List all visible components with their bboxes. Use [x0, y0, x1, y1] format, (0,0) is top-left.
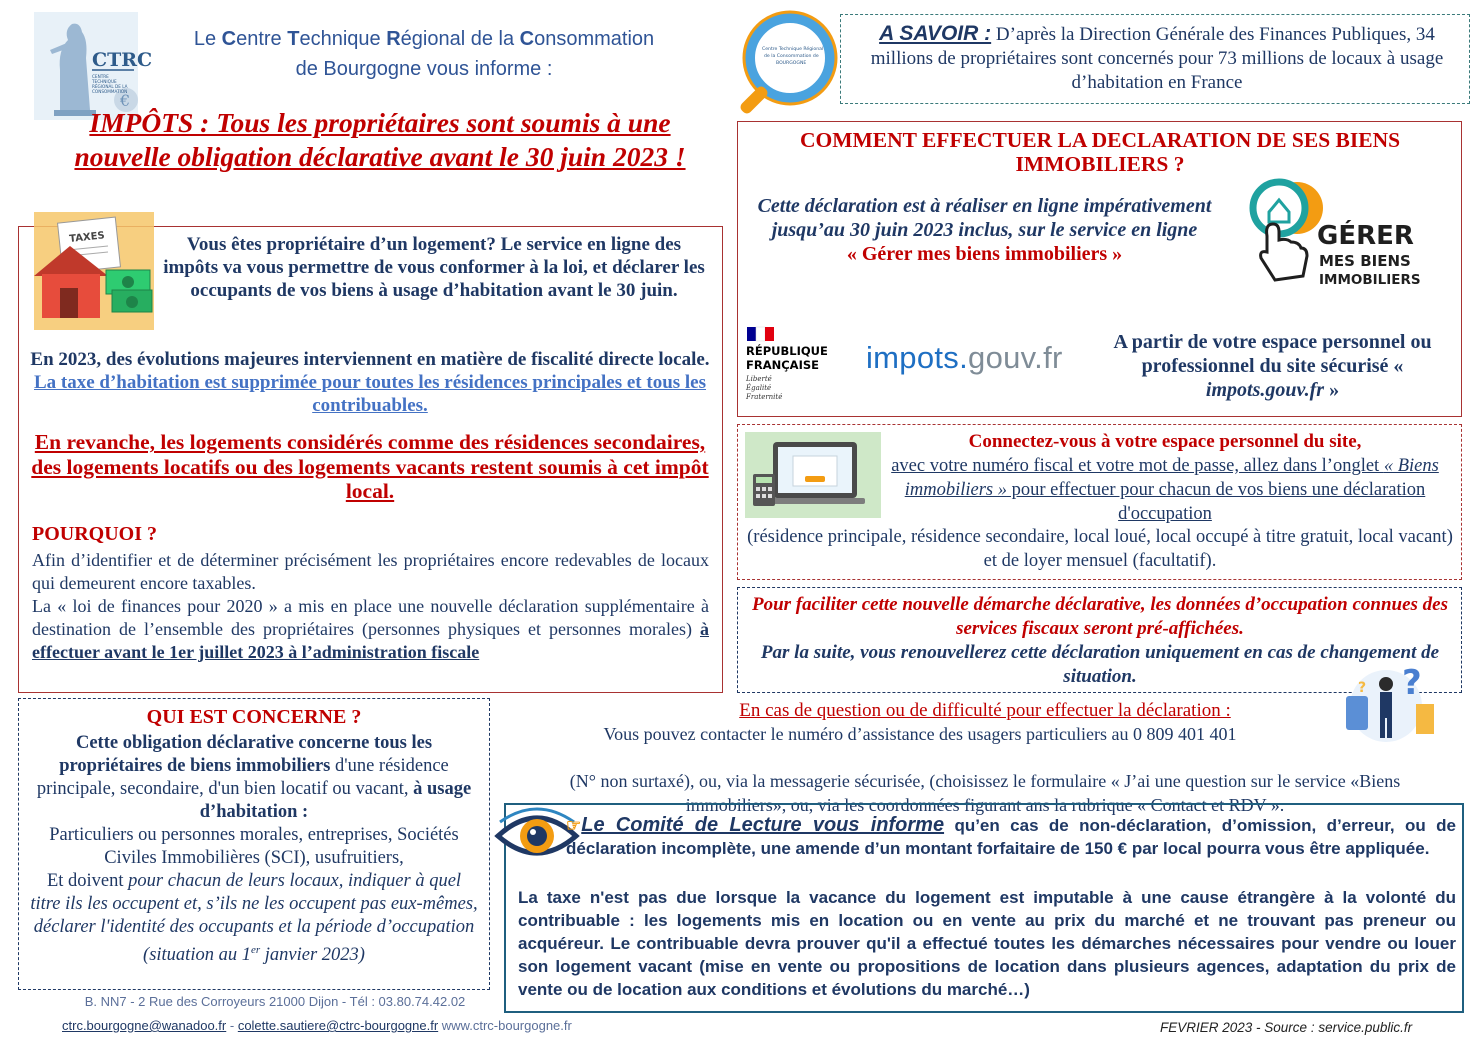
main-title: IMPÔTS : Tous les propriétaires sont soumis à une nouvelle obligation déclarative avant le 30 juin 2023 ! — [74, 107, 686, 172]
svg-text:?: ? — [1402, 663, 1422, 703]
connect-tail: (résidence principale, résidence secondaire, local loué, local occupé à titre gratuit, local vacant) et de loyer mensuel (facultatif). — [747, 527, 1453, 571]
svg-text:CTRC: CTRC — [92, 49, 153, 71]
question-heading: En cas de question ou de difficulté pour effectuer la déclaration : — [739, 700, 1231, 721]
espace-text: A partir de votre espace personnel ou professionnel du site sécurisé « impots.gouv.fr » — [1113, 331, 1432, 401]
deadline-emphasis: à effectuer avant le 1er juillet 2023 à l’administration fiscale — [32, 619, 709, 662]
concerned-text: Cette obligation déclarative concerne tous les propriétaires de biens immobiliers d'une résidence principale, secondaire, d'un bien locatif ou vacant, à usage d’habitation : Particuliers ou personnes morales, entreprises, Sociétés Civiles Immobilières (SCI), usufruitiers, Et doivent pour chacun de leurs locaux, indiquer à quel titre ils les occupent et, s’ils ne les occupent pas eux-mêmes, déclarer l'identité des occupants et la période d’occupation (situation au 1er janvier 2023) — [30, 733, 478, 966]
laptop-calculator-icon — [745, 432, 881, 518]
svg-text:?: ? — [1358, 680, 1367, 696]
footer-address: B. NN7 - 2 Rue des Corroyeurs 21000 Dijon - Tél : 03.80.74.42.02 — [84, 994, 466, 1009]
svg-text:FRANÇAISE: FRANÇAISE — [746, 358, 819, 372]
email-link-ctrc[interactable]: ctrc.bourgogne@wanadoo.fr — [62, 1018, 227, 1033]
impots-site-name: impots.gouv.fr — [1205, 379, 1325, 401]
pourquoi-paragraph-1: Afin d’identifier et de déterminer précisément les propriétaires encore redevables de locaux qui demeurent encore taxables. — [32, 550, 709, 593]
svg-text:Liberté: Liberté — [746, 375, 772, 383]
header-intro — [150, 24, 698, 84]
pourquoi-paragraph-2: La « loi de finances pour 2020 » a mis en place une nouvelle déclaration supplémentaire à destination de l’ensemble des propriétaires (personnes physiques et personnes morales) à effectuer avant le 1er juillet 2023 à l’administration fiscale — [32, 596, 709, 662]
comment-text: Cette déclaration est à réaliser en ligne impérativement jusqu’au 30 juin 2023 inclus, sur le service en ligne « Gérer mes biens immobiliers » — [757, 195, 1212, 265]
svg-text:RÉGIONAL DE LA: RÉGIONAL DE LA — [92, 84, 128, 89]
svg-text:GÉRER: GÉRER — [1317, 221, 1414, 251]
concerned-heading: QUI EST CONCERNE ? — [146, 706, 362, 728]
svg-text:CONSOMMATION: CONSOMMATION — [92, 89, 128, 94]
comite-vacance-text: La taxe n'est pas due lorsque la vacance du logement est imputable à une cause étrangère à la volonté du contribuable : les logements mis en location ou en vente au prix du marché et ne trouvant pas preneur ou acquéreur. Le contribuable devra prouver qu'il a effectué toutes les démarches nécessaires pour vendre ou louer son logement vacant (mise en vente ou propositions de location dans plusieurs agences, adaptation du prix de vente ou de location aux conditions et évolutions du marché…) — [518, 888, 1456, 999]
question-text-1: Vous pouvez contacter le numéro d’assistance des usagers particuliers au 0 809 401 401 — [603, 724, 1237, 744]
taxe-habitation-link[interactable]: La taxe d’habitation est supprimée pour toutes les résidences principales et tous les contribuables. — [33, 372, 707, 416]
comment-heading: COMMENT EFFECTUER LA DECLARATION DE SES BIENS IMMOBILIERS ? — [799, 128, 1401, 176]
republique-francaise-logo — [745, 325, 845, 405]
svg-text:de la Consommation de: de la Consommation de — [764, 54, 819, 59]
reform-2023-lead: En 2023, des évolutions majeures interviennent en matière de fiscalité directe locale. — [30, 349, 710, 370]
header-intro-line1: Le Centre Technique Régional de la Consommation — [193, 28, 655, 50]
svg-text:CENTRE: CENTRE — [92, 74, 109, 79]
header-intro-line2: de Bourgogne vous informe : — [295, 58, 553, 80]
svg-text:Fraternité: Fraternité — [746, 393, 783, 401]
reform-2023-paragraph — [30, 348, 710, 417]
svg-text:MES BIENS: MES BIENS — [1319, 252, 1411, 270]
connect-text: Connectez-vous à votre espace personnel du site, avec votre numéro fiscal et votre mot de passe, allez dans l’onglet « Biens immobiliers » pour effectuer pour chacun de vos biens une déclaration d'occupation — [891, 431, 1439, 524]
comite-text: ☞Le Comité de Lecture vous informe qu’en cas de non-déclaration, d’omission, d’erreur, ou de déclaration incomplète, une amende d’un montant forfaitaire de 150 € par local pourra vous être appliquée. — [566, 814, 1456, 858]
footer-date-source: FEVRIER 2023 - Source : service.public.fr — [1160, 1020, 1413, 1035]
gerer-mes-biens-logo — [1245, 180, 1445, 292]
email-link-colette[interactable]: colette.sautiere@ctrc-bourgogne.fr — [237, 1018, 439, 1033]
svg-text:Égalité: Égalité — [746, 384, 772, 392]
connect-lead: Connectez-vous à votre espace personnel du site, — [968, 431, 1362, 452]
revanche-paragraph: En revanche, les logements considérés comme des résidences secondaires, des logements locatifs ou des logements vacants restent soumis à cet impôt local. — [31, 430, 709, 503]
intro-paragraph: Vous êtes propriétaire d’un logement? Le service en ligne des impôts va vous permettre de vous conformer à la loi, et déclarer les occupants de vos biens à usage d’habitation avant le 30 juin. — [163, 234, 705, 301]
svg-text:BOURGOGNE: BOURGOGNE — [776, 61, 807, 66]
hand-pointer-icon: ☞ — [566, 816, 582, 835]
impots-gouv-logo: impots.gouv.fr — [866, 340, 1063, 375]
savoir-label: A SAVOIR : — [879, 22, 992, 45]
magnifier-logo-icon — [732, 10, 842, 122]
comite-label: Le Comité de Lecture vous informe — [581, 814, 945, 836]
svg-text:IMMOBILIERS: IMMOBILIERS — [1319, 272, 1421, 288]
concerned-list: Particuliers ou personnes morales, entreprises, Sociétés Civiles Immobilières (SCI), usufruitiers, — [49, 825, 459, 868]
savoir-text: A SAVOIR : D’après la Direction Générale des Finances Publiques, 34 millions de propriétaires sont concernés pour 73 millions de locaux à usage d’habitation en France — [870, 22, 1444, 93]
taxes-house-illustration — [12, 210, 162, 332]
svg-text:TAXES: TAXES — [68, 230, 106, 245]
concerned-lead: Cette obligation déclarative concerne tous les propriétaires de biens immobiliers — [59, 733, 433, 776]
svg-text:RÉPUBLIQUE: RÉPUBLIQUE — [746, 344, 828, 358]
service-name: « Gérer mes biens immobiliers » — [846, 243, 1123, 265]
svg-text:TECHNIQUE: TECHNIQUE — [92, 79, 117, 84]
svg-text:Centre Technique Régional: Centre Technique Régional — [762, 47, 824, 52]
svg-text:€: € — [120, 91, 131, 110]
website-link[interactable]: www.ctrc-bourgogne.fr — [438, 1018, 572, 1033]
faciliter-text: Pour faciliter cette nouvelle démarche déclarative, les données d’occupation connues des services fiscaux seront pré-affichées. Par la suite, vous renouvellerez cette déclaration uniquement en cas de changement de situation. — [751, 594, 1449, 687]
question-text-2: (N° non surtaxé), ou, via la messagerie sécurisée, (choisissez le formulaire « J’ai une question sur le service «Biens immobiliers», ou, via les coordonnées figurant ans la rubrique « Contact et RDV ». — [569, 771, 1401, 815]
pourquoi-heading: POURQUOI ? — [32, 523, 157, 545]
pourquoi-text — [32, 549, 709, 664]
footer-contacts: ctrc.bourgogne@wanadoo.fr - colette.sautiere@ctrc-bourgogne.fr www.ctrc-bourgogne.fr — [62, 1018, 572, 1033]
